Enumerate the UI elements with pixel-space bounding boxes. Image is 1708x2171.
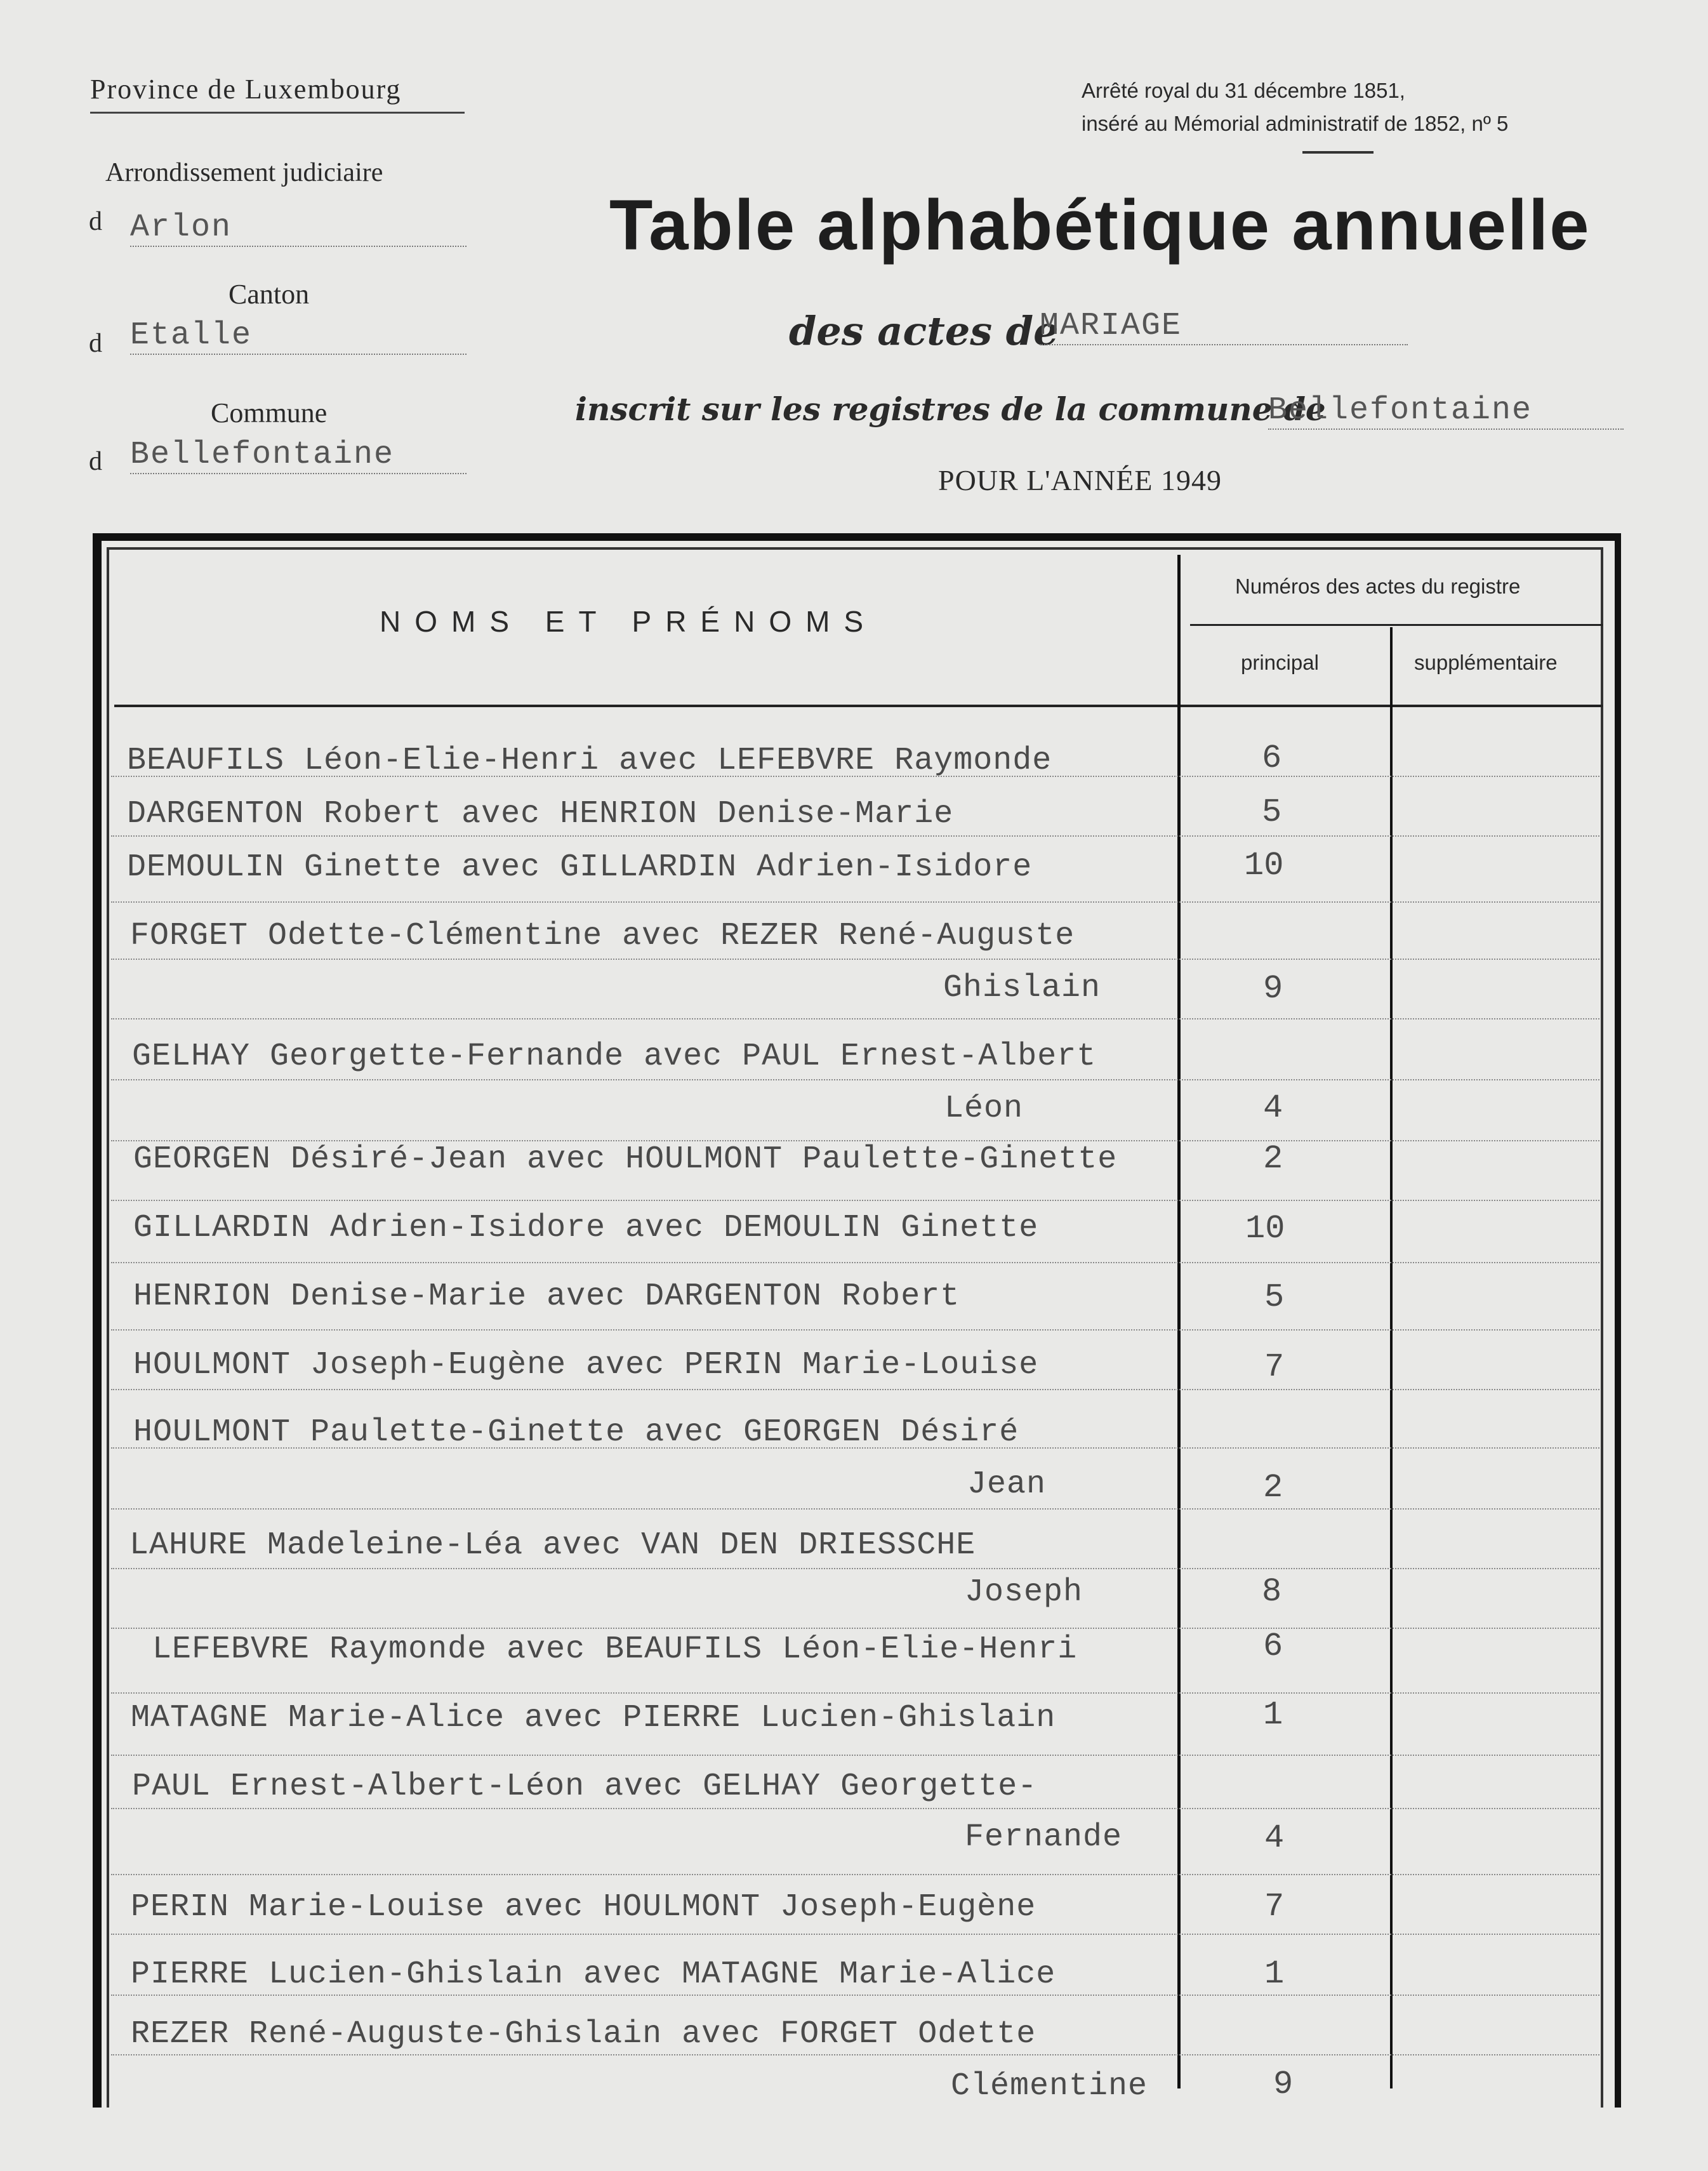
row-rule-sub	[111, 959, 1599, 960]
entry-principal: 7	[1264, 1888, 1285, 1925]
commune-value: Bellefontaine	[130, 437, 467, 474]
entry-line: GILLARDIN Adrien-Isidore avec DEMOULIN Ginette	[133, 1210, 1039, 1246]
arrondissement-prefix: d	[89, 207, 102, 236]
entry-continuation: Léon	[944, 1091, 1024, 1127]
row-rule	[111, 901, 1599, 903]
entry-principal: 2	[1263, 1140, 1283, 1178]
entry-line: BEAUFILS Léon-Elie-Henri avec LEFEBVRE Raymonde	[127, 743, 1052, 779]
row-rule	[111, 1628, 1599, 1629]
entry-principal: 10	[1244, 847, 1284, 884]
entry-continuation: Jean	[967, 1466, 1047, 1503]
row-rule	[111, 1755, 1599, 1756]
canton-value: Etalle	[130, 317, 467, 355]
row-rule-sub	[111, 1079, 1599, 1080]
row-rule	[111, 1389, 1599, 1390]
row-rule-sub	[111, 2054, 1599, 2055]
entry-line: PAUL Ernest-Albert-Léon avec GELHAY Georgette-	[132, 1769, 1038, 1805]
entry-principal: 5	[1262, 793, 1282, 831]
row-rule-sub	[111, 1447, 1599, 1449]
entry-principal: 6	[1263, 1628, 1283, 1665]
entry-line: REZER René-Auguste-Ghislain avec FORGET Odette	[131, 2016, 1036, 2052]
column-header-numeros: Numéros des actes du registre	[1235, 574, 1521, 598]
entry-principal: 9	[1263, 970, 1283, 1007]
entry-line: HOULMONT Joseph-Eugène avec PERIN Marie-Louise	[133, 1347, 1039, 1383]
arrondissement-label: Arrondissement judiciaire	[105, 158, 383, 187]
entry-line: GELHAY Georgette-Fernande avec PAUL Ernest-Albert	[132, 1039, 1097, 1075]
entry-line: HENRION Denise-Marie avec DARGENTON Robert	[133, 1278, 960, 1315]
column-header-names: NOMS ET PRÉNOMS	[380, 605, 878, 638]
entry-line: LAHURE Madeleine-Léa avec VAN DEN DRIESSCHE	[129, 1527, 976, 1564]
decree-line-2: inséré au Mémorial administratif de 1852, nº 5	[1082, 112, 1509, 135]
column-divider-supp	[1390, 627, 1393, 2088]
entry-line: PIERRE Lucien-Ghislain avec MATAGNE Marie-Alice	[131, 1956, 1056, 1993]
entry-principal: 9	[1273, 2066, 1294, 2103]
entry-line: MATAGNE Marie-Alice avec PIERRE Lucien-Ghislain	[131, 1700, 1056, 1736]
entry-line: DEMOULIN Ginette avec GILLARDIN Adrien-Isidore	[127, 849, 1033, 886]
entry-principal: 5	[1264, 1278, 1285, 1316]
entry-principal: 1	[1264, 1955, 1285, 1993]
decree-rule	[1302, 151, 1374, 154]
header-bottom-rule	[114, 705, 1603, 707]
entry-line: DARGENTON Robert avec HENRION Denise-Marie	[127, 796, 954, 832]
actes-value: MARIAGE	[1040, 308, 1408, 345]
decree-line-1: Arrêté royal du 31 décembre 1851,	[1082, 79, 1405, 102]
entry-continuation: Joseph	[965, 1574, 1083, 1610]
entry-principal: 2	[1263, 1469, 1283, 1506]
entry-line: HOULMONT Paulette-Ginette avec GEORGEN Désiré	[133, 1414, 1019, 1451]
inscrit-value: Bellefontaine	[1268, 392, 1624, 430]
row-rule	[111, 835, 1599, 837]
row-rule	[111, 1874, 1599, 1875]
arrondissement-value: Arlon	[130, 209, 467, 247]
year-label: POUR L'ANNÉE 1949	[938, 464, 1222, 496]
row-rule	[111, 1329, 1599, 1331]
canton-prefix: d	[89, 329, 102, 358]
column-header-principal: principal	[1241, 651, 1319, 674]
entry-line: PERIN Marie-Louise avec HOULMONT Joseph-Eugène	[131, 1889, 1036, 1925]
actes-label: des actes de	[789, 308, 1059, 354]
entry-continuation: Fernande	[965, 1819, 1123, 1856]
row-rule	[111, 1995, 1599, 1996]
entry-principal: 7	[1264, 1348, 1285, 1386]
entry-line: GEORGEN Désiré-Jean avec HOULMONT Paulette-Ginette	[133, 1141, 1118, 1178]
entry-principal: 1	[1263, 1696, 1283, 1734]
entry-line: FORGET Odette-Clémentine avec REZER René-Auguste	[130, 918, 1075, 954]
row-rule	[111, 1262, 1599, 1263]
commune-label: Commune	[211, 397, 328, 428]
numeros-divider-rule	[1190, 624, 1603, 626]
row-rule	[111, 1934, 1599, 1935]
entry-continuation: Clémentine	[951, 2068, 1148, 2104]
entry-principal: 6	[1262, 740, 1282, 777]
row-rule-sub	[111, 1568, 1599, 1569]
page-title: Table alphabétique annuelle	[609, 185, 1591, 265]
entry-principal: 4	[1264, 1819, 1285, 1857]
entry-continuation: Ghislain	[943, 970, 1101, 1006]
inscrit-label: inscrit sur les registres de la commune de	[575, 390, 1326, 428]
row-rule	[111, 1018, 1599, 1019]
row-rule	[111, 1200, 1599, 1201]
row-rule	[111, 776, 1599, 777]
column-divider-names	[1177, 555, 1181, 2088]
entry-line: LEFEBVRE Raymonde avec BEAUFILS Léon-Elie-Henri	[152, 1631, 1078, 1668]
entry-principal: 8	[1262, 1573, 1282, 1610]
entry-principal: 10	[1245, 1210, 1285, 1247]
row-rule	[111, 1508, 1599, 1510]
column-header-supplementaire: supplémentaire	[1414, 651, 1558, 674]
entry-principal: 4	[1263, 1089, 1283, 1127]
province-label: Province de Luxembourg	[90, 73, 465, 114]
commune-prefix: d	[89, 447, 102, 476]
row-rule	[111, 1692, 1599, 1694]
canton-label: Canton	[228, 279, 310, 310]
row-rule-sub	[111, 1808, 1599, 1809]
